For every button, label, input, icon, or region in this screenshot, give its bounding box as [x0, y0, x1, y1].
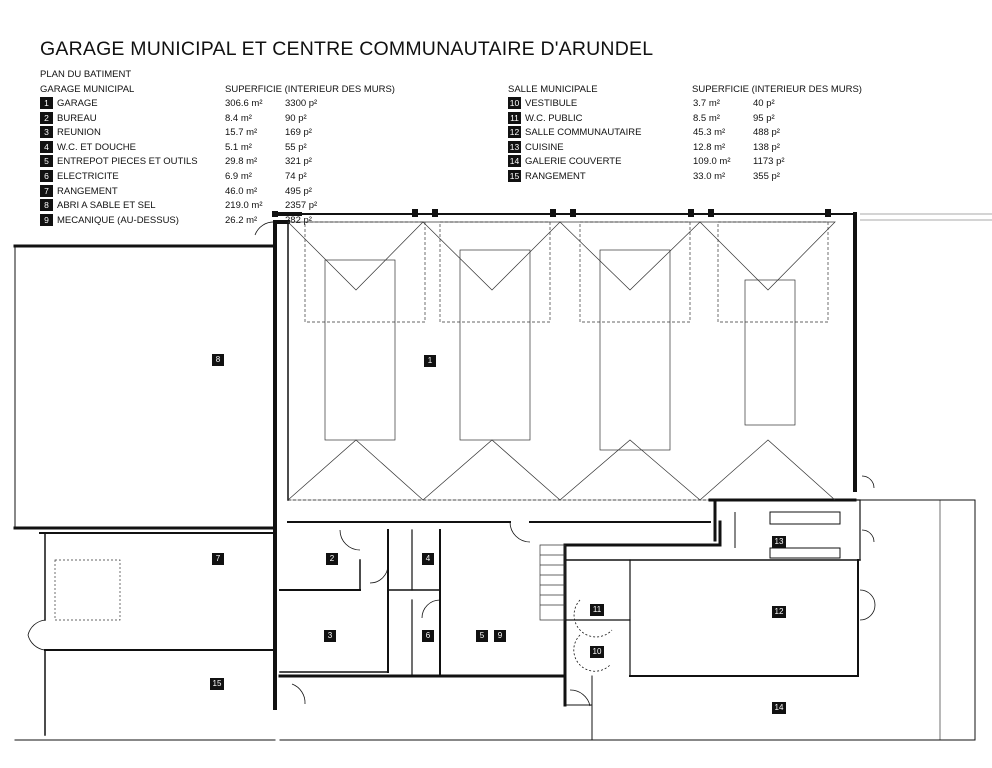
room-area-sqft: 40 p² — [753, 98, 775, 109]
plan-tag-room-11: 11 — [590, 604, 604, 616]
room-number-badge: 12 — [509, 127, 520, 138]
room-name: ENTREPOT PIECES ET OUTILS — [57, 156, 198, 168]
room-area-sqft: 55 p² — [285, 141, 307, 153]
room-number-badge: 2 — [40, 112, 53, 124]
plan-tag-room-13: 13 — [772, 536, 786, 548]
room-name: BUREAU — [57, 112, 97, 124]
room-name: VESTIBULE — [525, 98, 578, 109]
room-area-sqft: 488 p² — [753, 127, 780, 139]
room-number-badge: 5 — [40, 155, 53, 167]
room-number-badge: 1 — [40, 97, 53, 109]
room-name: ABRI A SABLE ET SEL — [57, 200, 156, 212]
plan-tag-room-4: 4 — [422, 553, 434, 565]
room-number-badge: 13 — [509, 141, 520, 152]
plan-tag-room-8: 8 — [212, 354, 224, 366]
room-area-m2: 3.7 m² — [693, 98, 720, 109]
room-number-badge: 8 — [40, 199, 53, 211]
plan-tag-room-5: 5 — [476, 630, 488, 642]
room-name: MECANIQUE (AU-DESSUS) — [57, 214, 179, 226]
room-name: RANGEMENT — [525, 171, 586, 182]
room-area-m2: 109.0 m² — [693, 156, 731, 168]
room-name: W.C. ET DOUCHE — [57, 141, 136, 153]
room-area-sqft: 355 p² — [753, 171, 780, 182]
room-area-sqft: 169 p² — [285, 127, 312, 139]
room-number-badge: 6 — [40, 170, 53, 182]
room-area-m2: 5.1 m² — [225, 141, 252, 153]
room-number-badge: 3 — [40, 126, 53, 138]
room-area-m2: 8.5 m² — [693, 112, 720, 124]
room-area-sqft: 3300 p² — [285, 98, 318, 109]
room-area-m2: 15.7 m² — [225, 127, 258, 139]
room-area-sqft: 74 p² — [285, 171, 307, 182]
room-area-m2: 26.2 m² — [225, 214, 258, 226]
room-area-m2: 29.8 m² — [225, 156, 258, 168]
plan-tag-room-10: 10 — [590, 646, 604, 658]
hall-section-heading: SALLE MUNICIPALE — [508, 84, 598, 95]
room-name: ELECTRICITE — [57, 171, 119, 182]
room-area-m2: 12.8 m² — [693, 141, 726, 153]
room-name: REUNION — [57, 127, 101, 139]
room-number-badge: 10 — [509, 98, 520, 108]
room-area-sqft: 2357 p² — [285, 200, 318, 212]
room-area-m2: 45.3 m² — [693, 127, 726, 139]
hall-area-heading: SUPERFICIE (INTERIEUR DES MURS) — [692, 84, 862, 95]
room-name: GALERIE COUVERTE — [525, 156, 622, 168]
room-area-sqft: 282 p² — [285, 214, 312, 226]
room-name: SALLE COMMUNAUTAIRE — [525, 127, 642, 139]
room-area-sqft: 90 p² — [285, 112, 307, 124]
room-area-m2: 8.4 m² — [225, 112, 252, 124]
drawing-title: GARAGE MUNICIPAL ET CENTRE COMMUNAUTAIRE D'ARUNDEL — [40, 38, 654, 60]
room-name: RANGEMENT — [57, 185, 118, 197]
room-area-sqft: 321 p² — [285, 156, 312, 168]
room-area-sqft: 495 p² — [285, 185, 312, 197]
room-number-badge: 14 — [509, 156, 520, 167]
room-area-m2: 219.0 m² — [225, 200, 263, 212]
room-number-badge: 15 — [509, 171, 520, 181]
room-area-sqft: 95 p² — [753, 112, 775, 124]
plan-tag-room-1: 1 — [424, 355, 436, 367]
garage-area-heading: SUPERFICIE (INTERIEUR DES MURS) — [225, 84, 395, 95]
room-area-sqft: 138 p² — [753, 141, 780, 153]
room-area-sqft: 1173 p² — [753, 156, 785, 168]
room-area-m2: 306.6 m² — [225, 98, 263, 109]
plan-tag-room-6: 6 — [422, 630, 434, 642]
plan-tag-room-2: 2 — [326, 553, 338, 565]
plan-tag-room-3: 3 — [324, 630, 336, 642]
plan-tag-room-12: 12 — [772, 606, 786, 618]
room-number-badge: 7 — [40, 185, 53, 197]
plan-tag-room-15: 15 — [210, 678, 224, 690]
plan-tag-room-7: 7 — [212, 553, 224, 565]
room-number-badge: 11 — [508, 112, 521, 124]
room-name: GARAGE — [57, 98, 98, 109]
room-number-badge: 9 — [40, 214, 53, 226]
room-name: W.C. PUBLIC — [525, 112, 583, 124]
room-name: CUISINE — [525, 141, 564, 153]
plan-tag-room-9: 9 — [494, 630, 506, 642]
room-area-m2: 46.0 m² — [225, 185, 258, 197]
plan-label: PLAN DU BATIMENT — [40, 69, 132, 80]
garage-section-heading: GARAGE MUNICIPAL — [40, 84, 135, 95]
plan-tag-room-14: 14 — [772, 702, 786, 714]
room-area-m2: 6.9 m² — [225, 171, 252, 182]
room-area-m2: 33.0 m² — [693, 171, 726, 182]
room-number-badge: 4 — [40, 141, 53, 153]
